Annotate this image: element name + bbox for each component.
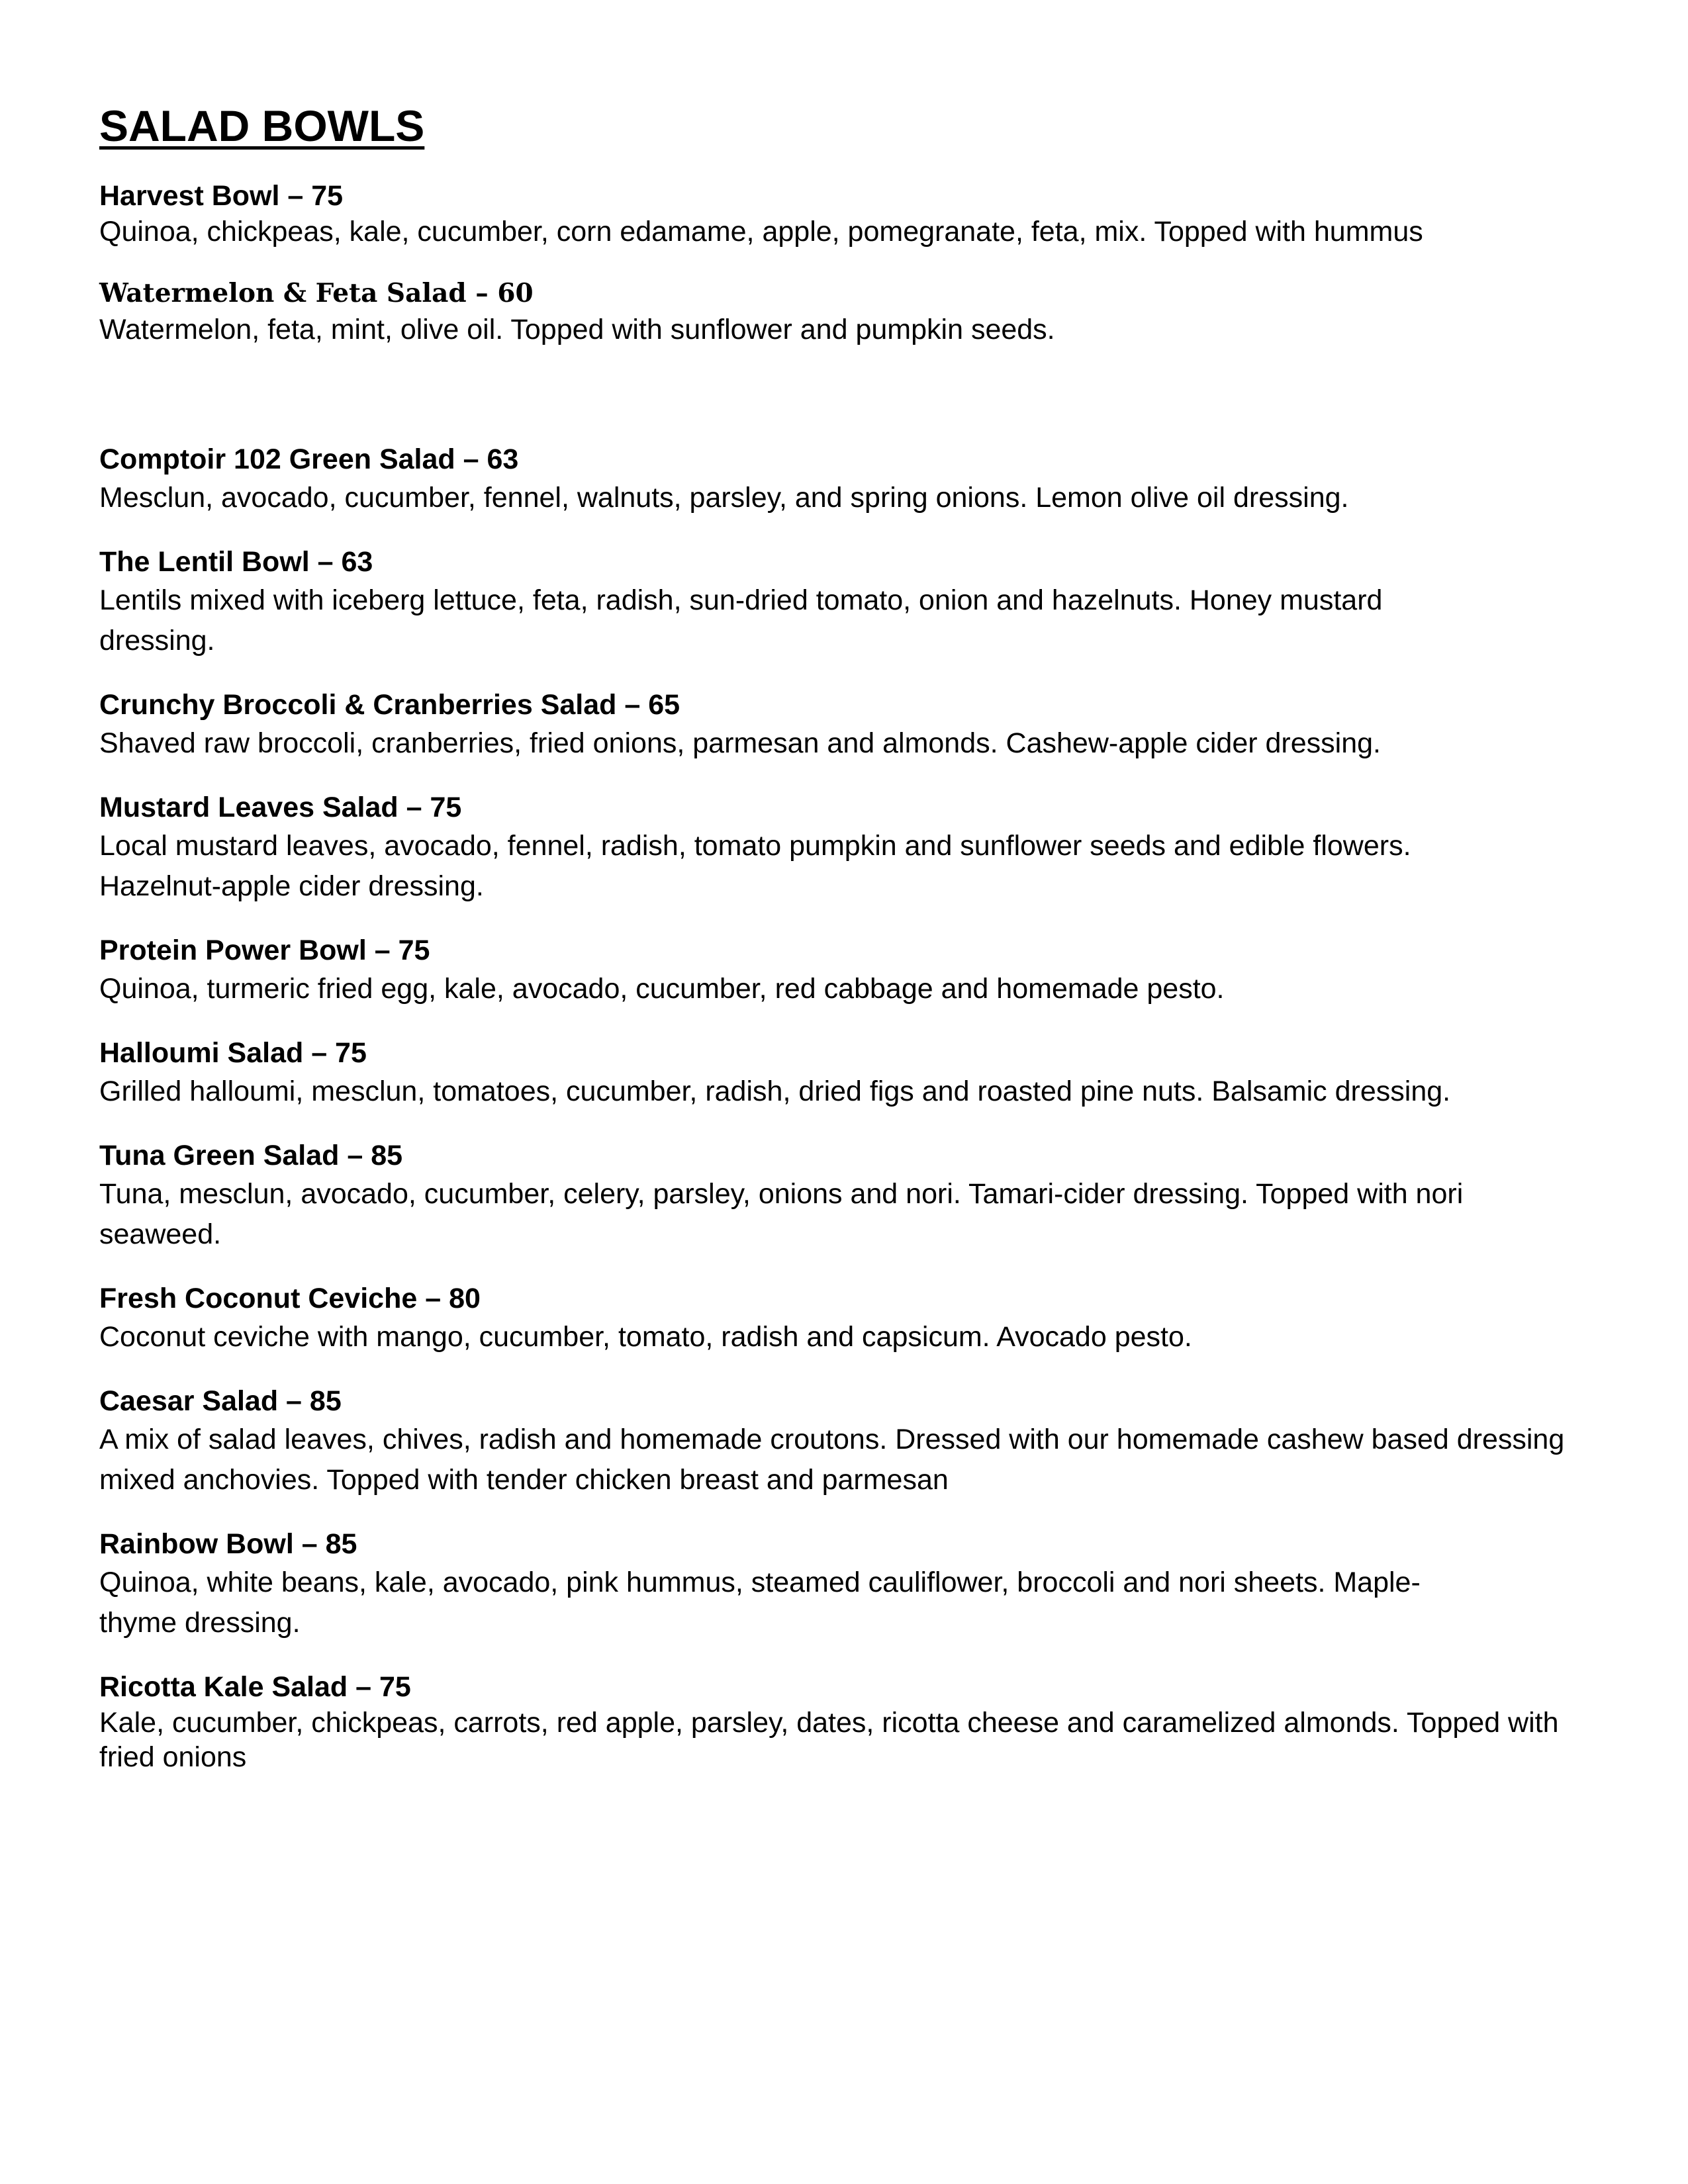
menu-item (99, 1383, 1589, 1500)
menu-item-description: Shaved raw broccoli, cranberries, fried onions, parmesan and almonds. Cashew-apple cider dressing. (99, 727, 1381, 759)
menu-item (99, 1137, 1589, 1255)
menu-item (99, 441, 1589, 518)
menu-item-description: Lentils mixed with iceberg lettuce, feta, radish, sun-dried tomato, onion and hazelnuts. Honey mustard dressing. (99, 584, 1383, 657)
menu-item-description: Local mustard leaves, avocado, fennel, radish, tomato pumpkin and sunflower seeds and edible flowers. Hazelnut-apple cider dressing. (99, 830, 1411, 902)
menu-item-name: Rainbow Bowl – 85 (99, 1528, 357, 1560)
menu-item (99, 932, 1589, 1009)
menu-item (99, 1034, 1589, 1112)
menu-item (99, 789, 1589, 907)
menu-item-name: Ricotta Kale Salad – 75 (99, 1671, 411, 1703)
menu-item (99, 274, 1589, 347)
menu-item (99, 1525, 1589, 1643)
menu-item-description: Coconut ceviche with mango, cucumber, tomato, radish and capsicum. Avocado pesto. (99, 1321, 1192, 1353)
menu-item-name: Harvest Bowl – 75 (99, 180, 344, 212)
menu-item-description: Watermelon, feta, mint, olive oil. Topped with sunflower and pumpkin seeds. (99, 314, 1055, 345)
menu-item-name: Comptoir 102 Green Salad – 63 (99, 443, 519, 475)
menu-item-name: Halloumi Salad – 75 (99, 1037, 367, 1069)
menu-item-name: Fresh Coconut Ceviche – 80 (99, 1283, 481, 1314)
menu-item-name: The Lentil Bowl – 63 (99, 546, 373, 578)
menu-item (99, 177, 1589, 249)
menu-item-description: Quinoa, white beans, kale, avocado, pink hummus, steamed cauliflower, broccoli and nori sheets. Maple-thyme dressing. (99, 1567, 1421, 1639)
menu-item-description: Kale, cucumber, chickpeas, carrots, red apple, parsley, dates, ricotta cheese and caramelized almonds. Topped with fried onions (99, 1707, 1559, 1773)
menu-item-description: Mesclun, avocado, cucumber, fennel, walnuts, parsley, and spring onions. Lemon olive oil dressing. (99, 482, 1349, 514)
menu-item (99, 686, 1589, 764)
menu-item-description: Tuna, mesclun, avocado, cucumber, celery, parsley, onions and nori. Tamari-cider dressing. Topped with nori seaweed. (99, 1178, 1464, 1250)
menu-item-name: Caesar Salad – 85 (99, 1385, 342, 1417)
menu-item-name: Watermelon & Feta Salad – 60 (99, 278, 534, 308)
menu-item (99, 543, 1589, 661)
menu-item-name: Mustard Leaves Salad – 75 (99, 792, 462, 823)
section-spacer (99, 372, 1589, 441)
menu-item-name: Crunchy Broccoli & Cranberries Salad – 65 (99, 689, 680, 721)
menu-item-description: A mix of salad leaves, chives, radish and homemade croutons. Dressed with our homemade cashew based dressing mixed anchovies. Topped with tender chicken breast and parmesan (99, 1424, 1565, 1496)
menu-item-name: Protein Power Bowl – 75 (99, 934, 430, 966)
menu-item-description: Quinoa, chickpeas, kale, cucumber, corn edamame, apple, pomegranate, feta, mix. Topped with hummus (99, 216, 1423, 248)
menu-page (99, 99, 1589, 1799)
menu-item-name: Tuna Green Salad – 85 (99, 1140, 403, 1171)
menu-item (99, 1280, 1589, 1357)
menu-item-description: Quinoa, turmeric fried egg, kale, avocado, cucumber, red cabbage and homemade pesto. (99, 973, 1225, 1005)
page-title: SALAD BOWLS (99, 101, 425, 150)
menu-item (99, 1668, 1589, 1774)
menu-item-description: Grilled halloumi, mesclun, tomatoes, cucumber, radish, dried figs and roasted pine nuts. Balsamic dressing. (99, 1075, 1451, 1107)
